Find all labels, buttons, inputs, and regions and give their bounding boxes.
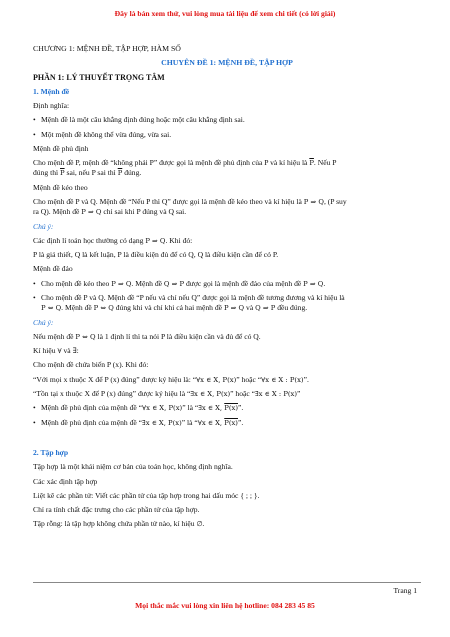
chapter-title: CHƯƠNG 1: MỆNH ĐỀ, TẬP HỢP, HÀM SỐ — [33, 44, 181, 53]
text: “Tồn tại x thuộc X để P (x) đúng” được ký hiệu là “ — [33, 389, 191, 399]
part-heading: PHẦN 1: LÝ THUYẾT TRỌNG TÂM — [33, 72, 165, 82]
math-not-p: $\overline{P}$ — [117, 169, 123, 178]
math-negation-bar: P(x) — [224, 404, 238, 413]
bullet-item — [33, 403, 421, 413]
paragraph: Tập hợp là một khái niệm cơ bản của toán học, không định nghĩa. — [33, 462, 233, 472]
text: ” hoặc “ — [230, 389, 255, 399]
text: . Khi đó: — [165, 235, 193, 245]
paragraph: Định nghĩa: — [33, 101, 70, 111]
text: Nếu mệnh đề — [33, 331, 74, 341]
subheading-converse: Mệnh đề đảo — [33, 264, 73, 274]
text: . Mệnh đề — [61, 303, 92, 313]
note-label: Chú ý: — [33, 221, 54, 231]
text: Tập rỗng: là tập hợp không chứa phần tử nào, kí hiệu — [33, 519, 195, 529]
math-p-implies-q: P ⇒ Q — [303, 279, 324, 288]
text: “Với mọi x thuộc X để P (x) đúng” được ký hiệu là: “ — [33, 374, 197, 384]
text: và ∃: — [63, 346, 79, 356]
bullet-item — [33, 293, 421, 313]
text: và — [246, 303, 254, 313]
paragraph: P là giả thiết, Q là kết luận, P là điều kiện đủ để có Q, Q là điều kiện cần để có P. — [33, 250, 279, 260]
paragraph — [33, 332, 421, 342]
paragraph: Cho mệnh đề P, mệnh đề “không phải P” được gọi là mệnh đề phủ định của P và kí hiệu là $\overline{P}$. Nếu P đúng thì $\overline{P}$ sai, nếu P sai thì $\overline{P}$ đúng. — [33, 158, 337, 178]
text: Mệnh đề phủ định của mệnh đề “ — [41, 417, 143, 427]
paragraph: Chỉ ra tính chất đặc trưng cho các phần tử của tập hợp. — [33, 505, 200, 515]
paragraph — [33, 375, 421, 385]
section-heading-sets: 2. Tập hợp — [33, 447, 69, 457]
text: sai, nếu P sai thì — [66, 168, 116, 178]
text: ” — [297, 389, 301, 399]
preview-notice-banner: Đây là bản xem thử, vui lòng mua tài liệu để xem chi tiết (có lời giải) — [114, 9, 336, 18]
math-q-implies-p: Q ⇒ P — [163, 279, 185, 288]
text: Các định lí toán học thường có dạng — [33, 235, 144, 245]
text: ”. — [237, 403, 244, 413]
text: Cho mệnh đề P và Q. Mệnh đề “Nếu P thì Q” được gọi là mệnh đề kéo theo và kí hiệu là — [33, 197, 302, 207]
math-empty-set: ∅ — [196, 520, 203, 529]
paragraph — [33, 519, 421, 529]
section-heading-propositions: 1. Mệnh đề — [33, 86, 70, 96]
text: đúng thì — [33, 168, 59, 178]
math-forall: ∀ — [57, 347, 62, 356]
math-p-iff-q: P ⇔ Q — [75, 332, 96, 341]
subheading-negation: Mệnh đề phủ định — [33, 143, 89, 153]
math-p-implies-q: P ⇒ Q — [111, 279, 132, 288]
math-exists-negated-expr: ∃x ∈ X, P(x) — [198, 404, 238, 413]
text: là 1 định lí thì ta nói P là điều kiện cần và đủ để có Q. — [97, 331, 261, 341]
math-forall-expr: ∀x ∈ X : P(x) — [261, 375, 304, 384]
math-p-iff-q: P ⇔ Q — [41, 304, 62, 313]
paragraph — [33, 389, 421, 399]
bullet-item: • Một mệnh đề không thể vừa đúng, vừa sai. — [33, 130, 421, 140]
paragraph — [33, 346, 421, 356]
text: Cho mệnh đề kéo theo — [41, 278, 110, 288]
math-exists-expr: ∃x ∈ X : P(x) — [255, 390, 298, 399]
text: ”. — [303, 374, 309, 384]
text: ”. — [237, 417, 244, 427]
text: Cho mệnh đề P, mệnh đề “không phải P” được gọi là mệnh đề phủ định của P và kí hiệu là — [33, 158, 308, 168]
math-forall-expr: ∀x ∈ X, P(x) — [196, 375, 237, 384]
page-number: Trang 1 — [393, 586, 417, 595]
math-p-iff-q: P ⇔ Q — [93, 304, 114, 313]
math-not-p: $\overline{P}$ — [60, 169, 65, 178]
math-forall-negated-expr: ∀x ∈ X, P(x) — [197, 418, 238, 427]
math-p-implies-q: P ⇒ Q — [303, 198, 324, 207]
text: . Mệnh đề — [131, 278, 163, 288]
text: ” là “ — [182, 403, 199, 413]
math-q-implies-p: Q ⇒ P — [255, 304, 276, 313]
text: ra Q). Mệnh đề — [33, 207, 80, 217]
text: đúng. — [124, 168, 142, 178]
paragraph: Các xác định tập hợp — [33, 476, 98, 486]
text: Mệnh đề phủ định của mệnh đề “ — [41, 403, 143, 413]
bullet-item: • Mệnh đề là một câu khẳng định đúng hoặc một câu khẳng định sai. — [33, 115, 421, 125]
footer-divider — [33, 582, 421, 583]
text: . — [202, 519, 205, 529]
paragraph: Liệt kê các phần tử: Viết các phần tử của tập hợp trong hai dấu móc { ; ; }. — [33, 490, 260, 500]
math-exists-expr: ∃x ∈ X, P(x) — [190, 390, 231, 399]
bullet-item: • Cho mệnh đề kéo theo P ⇒ Q. Mệnh đề Q ⇒ P được gọi là mệnh đề đảo của mệnh đề P ⇒ Q. — [33, 279, 421, 289]
subheading-implication: Mệnh đề kéo theo — [33, 182, 88, 192]
math-not-p: $\overline{P}$ — [309, 159, 314, 168]
text: Cho mệnh đề P và Q. Mệnh đề “P nếu và chỉ nếu Q” được gọi là mệnh đề tương đương và kí hiệu là — [41, 293, 345, 303]
text: được gọi là mệnh đề đảo của mệnh đề — [186, 278, 302, 288]
note-label: Chú ý: — [33, 317, 54, 327]
paragraph — [33, 236, 421, 246]
text: ” là “ — [181, 417, 198, 427]
bullet-item — [33, 418, 421, 428]
spacer — [33, 432, 421, 448]
math-negation-bar: P(x) — [224, 418, 238, 427]
text: chỉ sai khi P đúng và Q sai. — [103, 207, 187, 217]
math-forall-expr: ∀x ∈ X, P(x) — [142, 404, 183, 413]
hotline-banner: Mọi thắc mắc vui lòng xin liên hệ hotline: 084 283 45 85 — [135, 601, 315, 610]
paragraph — [33, 197, 421, 217]
text: đúng khi và chỉ khi cả hai mệnh đề — [115, 303, 223, 313]
text: Kí hiệu — [33, 346, 56, 356]
text: Nếu P — [317, 158, 337, 168]
math-p-implies-q: P ⇒ Q — [223, 304, 245, 313]
text: ” hoặc “ — [236, 374, 262, 384]
paragraph: Cho mệnh đề chứa biến P (x). Khi đó: — [33, 360, 149, 370]
text: , (P suy — [323, 197, 347, 207]
document-body — [33, 44, 421, 534]
math-p-implies-q: P ⇒ Q — [145, 236, 166, 245]
topic-title: CHUYÊN ĐỀ 1: MỆNH ĐỀ, TẬP HỢP — [161, 58, 293, 68]
math-exists-expr: ∃x ∈ X, P(x) — [142, 418, 182, 427]
text: đều đúng. — [277, 303, 308, 313]
math-p-implies-q: P ⇒ Q — [81, 208, 102, 217]
